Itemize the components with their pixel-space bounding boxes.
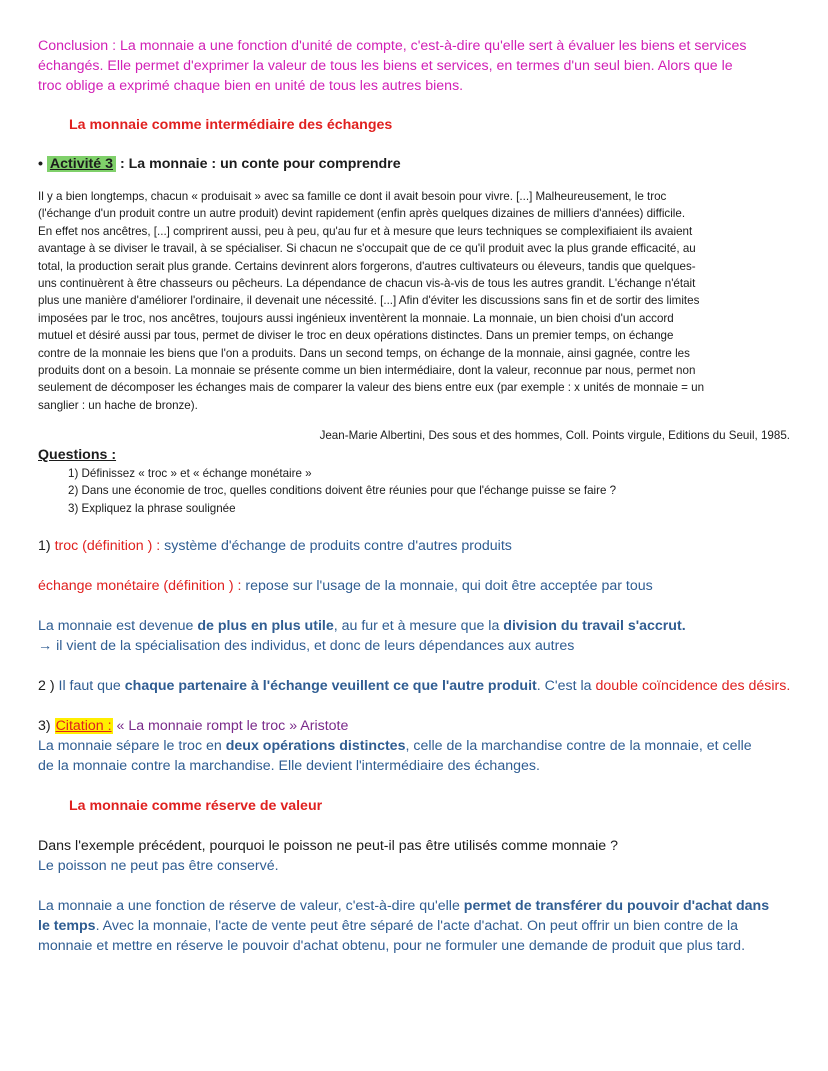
answer-number: 3) (38, 717, 55, 734)
conclusion-paragraph (38, 36, 806, 96)
reserve-line: monnaie et mettre en réserve le pouvoir d'achat obtenu, pour ne formuler une demande de produit que plus tard. (38, 937, 746, 954)
definition-text: repose sur l'usage de la monnaie, qui doit être acceptée par tous (241, 577, 653, 594)
text-span: . Avec la monnaie, l'acte de vente peut être séparé de l'acte d'achat. On peut offrir un bien contre de la (95, 917, 739, 934)
text-line: (l'échange d'un produit contre un autre produit) devint rapidement (enfin après quelques dizaines de milliers d'années) difficile. (38, 207, 686, 221)
document-page (38, 36, 806, 956)
answer-1-troc (38, 536, 806, 556)
section-title-reserve: La monnaie comme réserve de valeur (69, 797, 323, 814)
text-line: imposées par le troc, nos ancêtres, toujours aussi ingénieux inventèrent la monnaie. La monnaie, un bien choisi d'un accord (38, 311, 674, 325)
citation-label: Citation : (55, 717, 112, 734)
activity-title: : La monnaie : un conte pour comprendre (119, 156, 401, 172)
answer-1-echange-monetaire (38, 576, 806, 596)
text-line: contre de la monnaie les biens que l'on a produits. Dans un second temps, on échange de la monnaie, ainsi gagnée, contre les (38, 346, 690, 360)
text-line: plus une manière d'améliorer l'ordinaire, il devenait une nécessité. [...] Afin d'éviter les discussions sans fin et de sortir des limites (38, 294, 700, 308)
conclusion-line: troc oblige a exprimé chaque bien en unité de tous les autres biens. (38, 78, 464, 94)
citation-line (38, 716, 806, 736)
text-line: En effet nos ancêtres, [...] comprirent aussi, peu à peu, qu'au fur et à mesure que leurs techniques se complexifiaient ils avaient (38, 224, 693, 238)
question-list (38, 465, 806, 517)
answer-3-line (38, 736, 806, 756)
text-span: Il faut que (58, 677, 125, 694)
highlight-term: double coïncidence des désirs. (595, 677, 791, 694)
text-line: sanglier : un hache de bronze). (38, 398, 198, 412)
answer-number: 1) (38, 537, 55, 554)
answer-2 (38, 676, 806, 696)
text-span: La monnaie est devenue (38, 617, 198, 634)
activity-heading (38, 154, 806, 174)
reserve-answer: Le poisson ne peut pas être conservé. (38, 857, 279, 874)
reserve-paragraph (38, 896, 806, 956)
text-span: La monnaie sépare le troc en (38, 737, 226, 754)
question-item: 2) Dans une économie de troc, quelles conditions doivent être réunies pour que l'échange puisse se faire ? (68, 484, 617, 498)
section-title-intermediary: La monnaie comme intermédiaire des échanges (69, 117, 393, 133)
text-span: La monnaie a une fonction de réserve de valeur, c'est-à-dire qu'elle (38, 897, 464, 914)
bold-span: deux opérations distinctes (225, 737, 406, 754)
activity-label: Activité 3 (47, 156, 116, 172)
definition-term: échange monétaire (définition ) : (38, 577, 242, 594)
citation-quote: « La monnaie rompt le troc » Aristote (112, 717, 349, 734)
answer-3-line: de la monnaie contre la marchandise. Elle devient l'intermédiaire des échanges. (38, 757, 540, 774)
reserve-question: Dans l'exemple précédent, pourquoi le poisson ne peut-il pas être utilisés comme monnaie ? (38, 837, 618, 854)
reserve-qa (38, 836, 806, 876)
definition-term: troc (définition ) : (54, 537, 161, 554)
bold-span: chaque partenaire à l'échange veuillent ce que l'autre produit (124, 677, 537, 694)
answer-3 (38, 716, 806, 776)
conclusion-line: Conclusion : La monnaie a une fonction d'unité de compte, c'est-à-dire qu'elle sert à évaluer les biens et services (38, 38, 747, 54)
questions-title: Questions : (38, 446, 117, 463)
text-span: , au fur et à mesure que la (333, 617, 504, 634)
questions-block (38, 445, 806, 517)
answer-1-explanation (38, 616, 806, 656)
text-line: seulement de décomposer les échanges mais de comparer la valeur des biens entre eux (par exemple : x unités de monnaie = un (38, 381, 705, 395)
bullet: • (38, 156, 43, 172)
conclusion-line: échangés. Elle permet d'exprimer la valeur de tous les biens et services, en termes d'un seul bien. Alors que le (38, 58, 733, 74)
text-line: uns continuèrent à être chasseurs ou pêcheurs. La dépendance de chacun vis-à-vis de tous les autres grandit. L'échange n'était (38, 277, 696, 291)
question-item: 3) Expliquez la phrase soulignée (68, 501, 236, 515)
bold-span: le temps (38, 917, 96, 934)
text-line: total, la production serait plus grande. Certains devinrent alors forgerons, d'autres cultivateurs ou éleveurs, tandis que quelques- (38, 259, 696, 273)
bold-span: de plus en plus utile (197, 617, 334, 634)
text-line: produits dont on a besoin. La monnaie se présente comme un bien intermédiaire, dont la valeur, reconnue par nous, permet non (38, 364, 696, 378)
bold-span: permet de transférer du pouvoir d'achat dans (463, 897, 770, 914)
question-item: 1) Définissez « troc » et « échange monétaire » (68, 466, 312, 480)
document-text (38, 188, 806, 414)
source-citation: Jean-Marie Albertini, Des sous et des hommes, Coll. Points virgule, Editions du Seuil, 1985. (319, 429, 790, 443)
definition-text: système d'échange de produits contre d'autres produits (160, 537, 512, 554)
text-line: avantage à se diviser le travail, à se spécialiser. Si chacun ne s'occupait que de ce qu'il produit avec la plus grande efficacité, au (38, 242, 696, 256)
explanation-line: → il vient de la spécialisation des individus, et donc de leurs dépendances aux autres (38, 637, 575, 654)
text-line: Il y a bien longtemps, chacun « produisait » avec sa famille ce dont il avait besoin pour vivre. [...] Malheureusement, le troc (38, 190, 667, 203)
reserve-line (38, 896, 806, 916)
text-span: . C'est la (536, 677, 596, 694)
text-span: , celle de la marchandise contre de la monnaie, et celle (405, 737, 752, 754)
reserve-line (38, 916, 806, 936)
answer-number: 2 ) (38, 677, 59, 694)
bold-span: division du travail s'accrut. (503, 617, 686, 634)
text-line: mutuel et désiré aussi par tous, permet de diviser le troc en deux opérations distinctes. Dans un premier temps, on échange (38, 329, 674, 343)
explanation-line (38, 616, 806, 636)
